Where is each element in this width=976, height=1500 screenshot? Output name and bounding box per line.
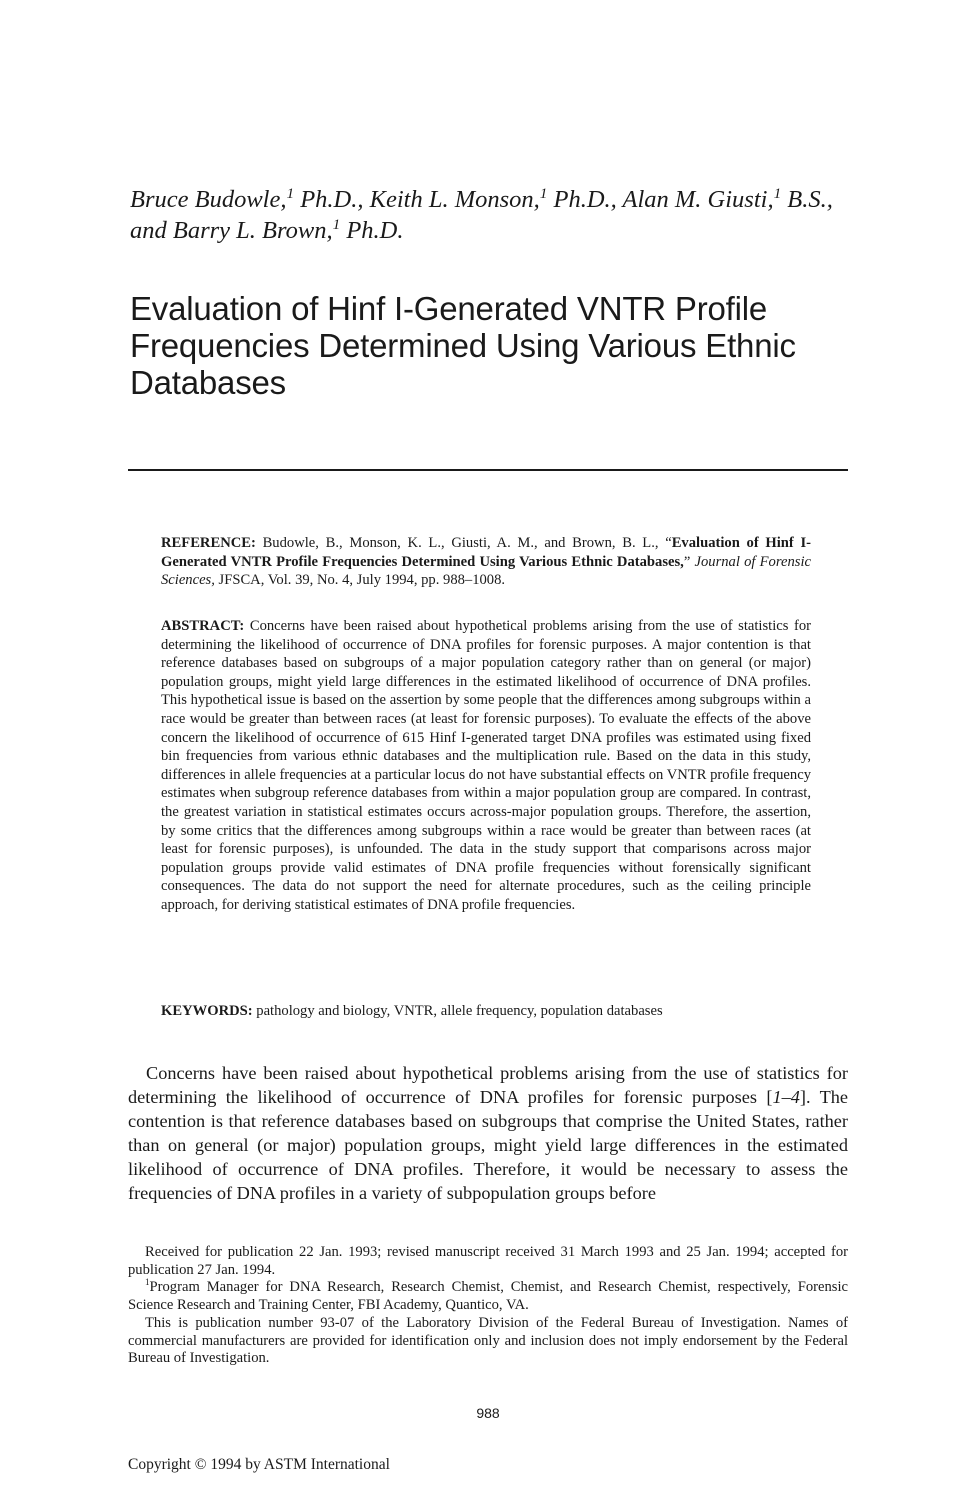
footnotes [128,1244,848,1368]
reference-block [161,534,811,590]
intro-paragraph [128,1061,848,1205]
author-degree: Ph.D. [340,217,404,244]
abstract-block [161,617,811,915]
abstract-text: Concerns have been raised about hypothetical problems arising from the use of statistics for determining the likelihood of occurrence of DNA profiles for forensic purposes. A major contention is that reference databases based on subgroups of a major population category rather than on general (or major) population groups, might yield large differences in the estimated likelihood of occurrence of DNA profiles. This hypothetical issue is based on the assertion by some people that the differences among subgroups within a race would be greater than between races (at least for forensic purposes). To evaluate the effects of the above concern the likelihood of occurrence of 615 Hinf I-generated target DNA profiles was estimated using fixed bin frequencies from various ethnic databases and the multiplication rule. Based on the data in this study, differences in allele frequencies at a particular locus do not have substantial effects on VNTR profile frequency estimates when subgroup reference databases from within a major population group are compared. In contrast, the greatest variation in statistical estimates occurs across-major population groups. Therefore, the assertion, by some critics that the differences among subgroups within a race would be greater than between races (at least for forensic purposes), is unfounded. The data in the study support that comparisons across major population groups provide valid estimates of DNA profile frequencies without forensically significant consequences. The data do not support the need for alternate procedures, such as the ceiling principle approach, for deriving statistical estimates of DNA profile frequencies. [161,618,811,913]
copyright-notice: Copyright © 1994 by ASTM International [128,1456,390,1473]
article-title: Evaluation of Hinf I-Generated VNTR Profile Frequencies Determined Using Various Ethnic Databases [130,290,796,401]
footnote-received: Received for publication 22 Jan. 1993; revised manuscript received 31 March 1993 and 25 Jan. 1994; accepted for publication 27 Jan. 1994. [128,1244,848,1278]
affiliation-marker: 1 [145,1277,150,1288]
author-degree: Ph.D., [547,186,623,213]
keywords-block [161,1002,811,1021]
reference-close-quote: ” [683,553,695,570]
intro-text: Concerns have been raised about hypothetical problems arising from the use of statistics for determining the likelihood of occurrence of DNA profiles for forensic purposes [ [128,1063,848,1107]
intro-text-continued: ]. The contention is that reference databases based on subgroups that comprise the United States, rather than on general (or major) population groups, might yield large differences in the estimated likelihood of occurrence of DNA profiles. Therefore, it would be necessary to assess the frequencies of DNA profiles in a variety of subpopulation groups before [128,1087,848,1203]
reference-label: REFERENCE: [161,535,256,551]
citation-ref: 1–4 [772,1087,800,1107]
affiliation-marker: 1 [332,215,341,233]
title-divider [128,469,848,471]
abstract-label: ABSTRACT: [161,618,245,634]
author-name: Alan M. Giusti, [622,186,774,213]
page-number: 988 [476,1405,500,1421]
keywords-text: pathology and biology, VNTR, allele frequency, population databases [252,1003,663,1019]
footnote-affiliation [128,1279,848,1314]
affiliation-marker: 1 [539,184,548,202]
reference-details: JFSCA, Vol. 39, No. 4, July 1994, pp. 988–1008. [214,572,506,589]
reference-article-title: Evaluation of Hinf I-Generated VNTR Profile Frequencies Determined Using Various Ethnic Databases, [161,535,811,570]
footnote-affiliation-text: Program Manager for DNA Research, Research Chemist, Chemist, and Research Chemist, respectively, Forensic Science Research and Training Center, FBI Academy, Quantico, VA. [128,1279,848,1314]
author-name: Keith L. Monson, [369,186,540,213]
affiliation-marker: 1 [773,184,782,202]
keywords-label: KEYWORDS: [161,1003,253,1019]
reference-journal: Journal of Forensic Sciences, [161,553,811,589]
author-degree: Ph.D., [294,186,370,213]
author-list [130,184,850,246]
author-degree: B.S., and [130,186,833,244]
author-name: Bruce Budowle, [130,186,287,213]
affiliation-marker: 1 [286,184,295,202]
author-name: Barry L. Brown, [172,217,333,244]
reference-authors: Budowle, B., Monson, K. L., Giusti, A. M., and Brown, B. L., “ [255,535,672,551]
footnote-publication: This is publication number 93-07 of the Laboratory Division of the Federal Bureau of Investigation. Names of commercial manufacturers are provided for identification only and inclusion does not imply endorsement by the Federal Bureau of Investigation. [128,1314,848,1367]
